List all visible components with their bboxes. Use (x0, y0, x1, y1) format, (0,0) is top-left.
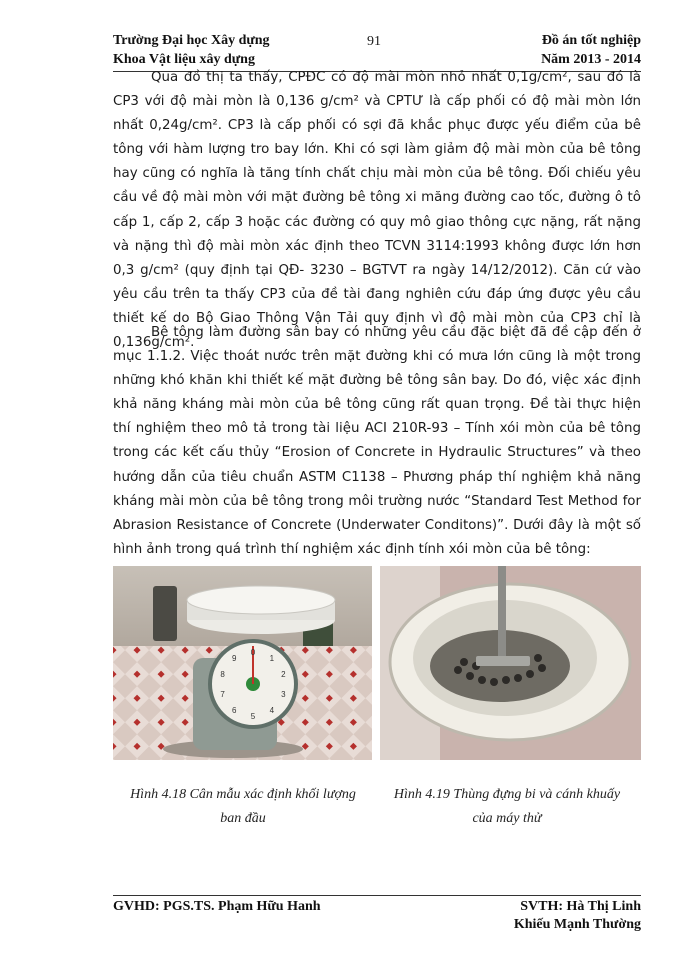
scale-dial-number: 2 (281, 670, 286, 680)
footer-supervisor: GVHD: PGS.TS. Phạm Hữu Hanh (113, 899, 321, 914)
scale-dial-number: 6 (231, 705, 237, 715)
footer-student-1: SVTH: Hà Thị Linh (520, 899, 641, 914)
paragraph-1-text: Qua đồ thị ta thấy, CPĐC có độ mài mòn nhỏ nhất 0,1g/cm², sau đó là CP3 với độ mài mòn là 0,136 g/cm² và CPTƯ là cấp phối có độ mài mòn lớn nhất 0,24g/cm². CP3 là cấp phối có sợi đã khắc phục được yếu điểm của bê tông với hàm lượng tro bay lớn. Khi có sợi làm giảm độ mài mòn của bê tông hay cũng có nghĩa là tăng tính chất chịu mài mòn của bê tông. Đối chiếu yêu cầu về độ mài mòn với mặt đường bê tông xi măng đường cao tốc, đường ô tô cấp 1, cấp 2, cấp 3 hoặc các đường có quy mô giao thông cực nặng, rất nặng và nặng thì độ mài mòn xác định theo TCVN 3114:1993 không được lớn hơn 0,3 g/cm² (quy định tại QĐ- 3230 – BGTVT ra ngày 14/12/2012). Căn cứ vào yêu cầu trên ta thấy CP3 của đề tài đang nghiên cứu đáp ứng được yêu cầu thiết kế do Bộ Giao Thông Vận Tải quy định vì độ mài mòn của CP3 chỉ là 0,136g/cm². (113, 70, 641, 351)
scale-dial-number: 1 (269, 654, 275, 664)
footer-student-2: Khiếu Mạnh Thường (513, 917, 641, 932)
scale-dial-number: 7 (220, 689, 225, 699)
scale-dial-number: 8 (220, 670, 225, 680)
paragraph-1 (113, 66, 641, 355)
paragraph-2-text: Bê tông làm đường sân bay có những yêu cầu đặc biệt đã đề cập đến ở mục 1.1.2. Việc thoát nước trên mặt đường khi có mưa lớn cũng là một trong những khó khăn khi thiết kế mặt đường bê tông sân bay. Do đó, việc xác định khả năng kháng mài mòn của bê tông cũng rất quan trọng. Đề tài thực hiện thí nghiệm theo mô tả trong tài liệu ACI 210R-93 – Tính xói mòn của bê tông trong các kết cấu thủy “Erosion of Concrete in Hydraulic Structures” và theo hướng dẫn của tiêu chuẩn ASTM C1138 – Phương pháp thí nghiệm khả năng kháng mài mòn của bê tông trong môi trường nước “Standard Test Method for Abrasion Resistance of Concrete (Underwater Conditons)”. Dưới đây là một số hình ảnh trong quá trình thí nghiệm xác định tính xói mòn của bê tông: (113, 325, 641, 557)
figure-caption-4-19-line1: Hình 4.19 Thùng đựng bi và cánh khuấy (393, 787, 621, 802)
photo-bucket (380, 566, 641, 760)
header-thesis-title: Đồ án tốt nghiệp (541, 33, 641, 48)
figure-caption-4-19-line2: của máy thử (472, 811, 542, 826)
header-year: Năm 2013 - 2014 (541, 52, 641, 67)
figure-caption-4-18-line2: ban đầu (220, 811, 266, 826)
scale-dial-number: 4 (269, 705, 275, 715)
header-faculty: Khoa Vật liệu xây dựng (113, 52, 255, 67)
header-school: Trường Đại học Xây dựng (113, 33, 270, 48)
figure-caption-4-18 (108, 783, 378, 831)
photo-scale (113, 566, 372, 760)
scale-dial-number: 3 (281, 689, 286, 699)
page-number: 91 (367, 34, 381, 49)
figure-caption-4-19 (372, 783, 642, 831)
figure-caption-4-18-line1: Hình 4.18 Cân mẫu xác định khối lượng (130, 787, 356, 802)
paragraph-2 (113, 321, 641, 562)
scale-dial-number: 0 (250, 648, 256, 657)
scale-dial-number: 9 (231, 654, 237, 664)
footer-divider (113, 895, 641, 896)
scale-dial-number: 5 (250, 712, 256, 721)
